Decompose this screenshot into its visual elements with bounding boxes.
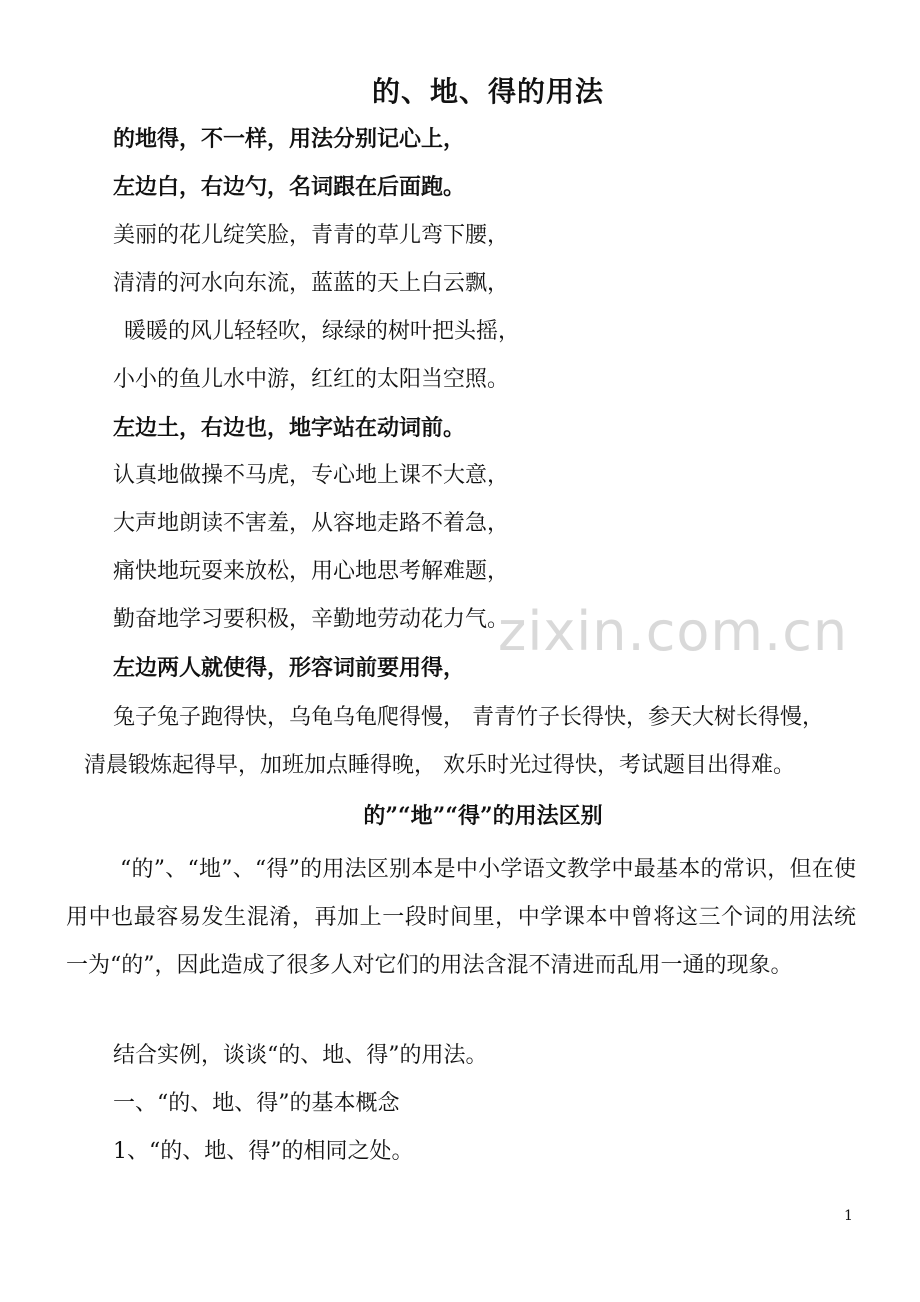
- intro-paragraph: “的”、“地”、“得”的用法区别本是中小学语文教学中最基本的常识，但在使用中也最容易发生混淆，再加上一段时间里，中学课本中曾将这三个词的用法统一为“的”，因此造成了很多人对它们的用法含混不清进而乱用一通的现象。: [66, 857, 856, 978]
- rhyme-de-example-1: 美丽的花儿绽笑脸，青青的草儿弯下腰，: [113, 223, 510, 248]
- rhyme-de-example-2: 清清的河水向东流，蓝蓝的天上白云飘，: [113, 271, 510, 296]
- rhyme-de-rule: 左边白，右边勺，名词跟在后面跑。: [113, 174, 466, 200]
- rhyme-di-example-4: 勤奋地学习要积极，辛勤地劳动花力气。: [113, 607, 510, 632]
- rhyme-dei-example-2: 清晨锻炼起得早，加班加点睡得晚， 欢乐时光过得快，考试题目出得难。: [84, 753, 795, 778]
- page-number: 1: [844, 1208, 853, 1224]
- rhyme-de-example-3: 暖暖的风儿轻轻吹，绿绿的树叶把头摇，: [124, 319, 521, 344]
- rhyme-dei-rule: 左边两人就使得，形容词前要用得，: [113, 655, 466, 681]
- section-title: 的”“地”“得”的用法区别: [363, 803, 603, 829]
- heading-basic-concepts: 一、“的、地、得”的基本概念: [113, 1091, 400, 1116]
- rhyme-de-example-4: 小小的鱼儿水中游，红红的太阳当空照。: [113, 367, 510, 392]
- rhyme-di-example-3: 痛快地玩耍来放松，用心地思考解难题，: [113, 559, 510, 584]
- example-intro-line: 结合实例，谈谈“的、地、得”的用法。: [113, 1043, 488, 1068]
- rhyme-di-example-1: 认真地做操不马虎，专心地上课不大意，: [113, 463, 510, 488]
- rhyme-di-example-2: 大声地朗读不害羞，从容地走路不着急，: [113, 511, 510, 536]
- rhyme-dei-example-1: 兔子兔子跑得快，乌龟乌龟爬得慢， 青青竹子长得快，参天大树长得慢，: [113, 705, 824, 730]
- heading-similarities: 1、“的、地、得”的相同之处。: [113, 1139, 414, 1164]
- rhyme-de-rule-intro: 的地得，不一样，用法分别记心上，: [113, 126, 466, 152]
- watermark: zixin.com.cn: [498, 600, 849, 663]
- page-title: 的、地、得的用法: [371, 75, 604, 108]
- rhyme-di-rule: 左边土，右边也，地字站在动词前。: [113, 415, 466, 441]
